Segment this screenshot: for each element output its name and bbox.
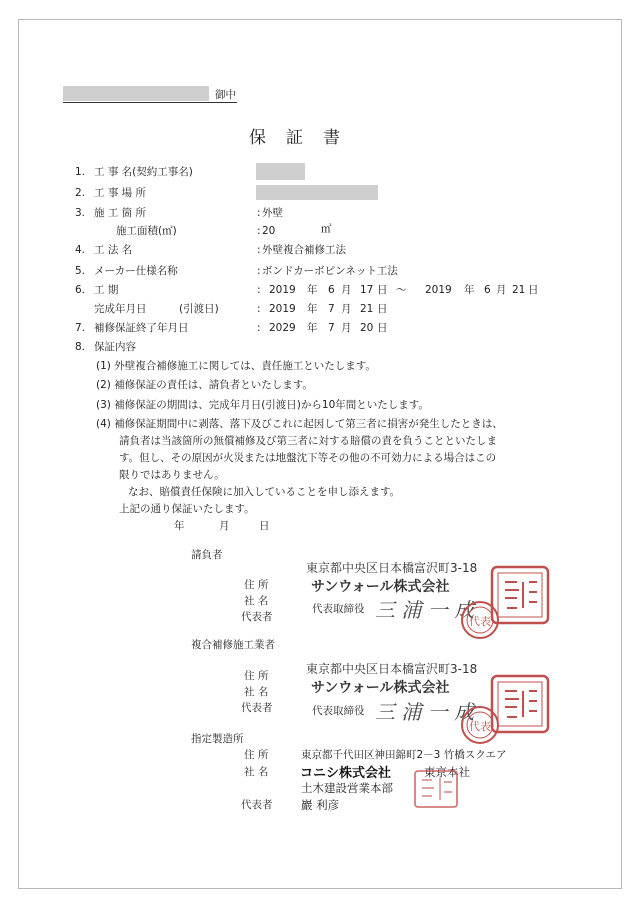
addressee-suffix: 御中 bbox=[215, 89, 236, 101]
redacted-project-location bbox=[256, 185, 378, 200]
contractor-rep-title: 代表取締役 bbox=[312, 603, 365, 615]
item-6-end-day: 21 bbox=[512, 284, 526, 296]
item-6-label: 工 期 bbox=[94, 284, 119, 296]
item-7-day-char: 日 bbox=[377, 322, 388, 334]
item-6b-colon: : bbox=[257, 303, 261, 315]
repair-contractor-address: 東京都中央区日本橋富沢町3-18 bbox=[306, 662, 478, 676]
item-3b-colon: : bbox=[257, 225, 261, 237]
item-5-num: 5. bbox=[75, 265, 86, 277]
item-1-num: 1. bbox=[75, 166, 86, 178]
manufacturer-company-seal bbox=[412, 768, 460, 810]
item-6-end-year-char: 年 bbox=[464, 284, 475, 296]
redacted-addressee bbox=[63, 86, 209, 101]
repair-contractor-role: 複合補修施工業者 bbox=[191, 639, 275, 651]
contractor-company-label: 社 名 bbox=[244, 595, 269, 607]
item-6-end-day-char: 日 bbox=[528, 284, 539, 296]
item-7-month-char: 月 bbox=[341, 322, 352, 334]
addressee-underline bbox=[63, 102, 237, 103]
warranty-paragraph-4-line-1: (4) 補修保証期間中に剥落、落下及びこれに起因して第三者に損害が発生したときは、 bbox=[96, 418, 503, 430]
svg-text:代表: 代表 bbox=[469, 615, 491, 628]
repair-contractor-representative-seal bbox=[459, 704, 501, 746]
item-6-num: 6. bbox=[75, 284, 86, 296]
item-5-colon: : bbox=[257, 265, 261, 277]
item-6-start-month: 6 bbox=[328, 284, 335, 296]
warranty-paragraph-3: (3) 補修保証の期間は、完成年月日(引渡日)から10年間といたします。 bbox=[96, 399, 429, 411]
contractor-company: サンウォール株式会社 bbox=[311, 579, 450, 595]
contractor-representative-seal bbox=[459, 599, 501, 641]
item-6b-year-char: 年 bbox=[307, 303, 318, 315]
item-8-num: 8. bbox=[75, 341, 86, 353]
warranty-paragraph-4-line-4: 限りではありません。 bbox=[119, 469, 225, 481]
item-7-label: 補修保証終了年月日 bbox=[94, 322, 189, 334]
item-3-value: 外壁 bbox=[262, 207, 283, 219]
date-nen: 年 bbox=[174, 520, 185, 532]
warranty-paragraph-2: (2) 補修保証の責任は、請負者といたします。 bbox=[96, 379, 313, 391]
date-hi: 日 bbox=[259, 520, 270, 532]
item-6b-label2: (引渡日) bbox=[179, 303, 219, 315]
document-title: 保 証 書 bbox=[249, 128, 340, 148]
manufacturer-representative-label: 代表者 bbox=[241, 799, 273, 811]
item-6-tilde: 〜 bbox=[396, 284, 407, 296]
contractor-representative-label: 代表者 bbox=[241, 611, 273, 623]
repair-contractor-representative-label: 代表者 bbox=[241, 702, 273, 714]
contractor-rep-signature: 三 浦 一 成 bbox=[375, 598, 475, 622]
item-6b-day-char: 日 bbox=[377, 303, 388, 315]
item-7-year: 2029 bbox=[269, 322, 296, 334]
item-6-end-month-char: 月 bbox=[496, 284, 507, 296]
manufacturer-branch: 東京本社 bbox=[424, 765, 470, 779]
item-3-colon: : bbox=[257, 207, 261, 219]
repair-contractor-rep-signature: 三 浦 一 成 bbox=[375, 700, 475, 724]
item-3b-unit: ㎡ bbox=[321, 223, 332, 235]
manufacturer-company-label: 社 名 bbox=[244, 766, 269, 778]
document-page bbox=[18, 19, 622, 889]
item-6-end-month: 6 bbox=[484, 284, 491, 296]
item-6b-month-char: 月 bbox=[341, 303, 352, 315]
item-2-num: 2. bbox=[75, 187, 86, 199]
item-3-num: 3. bbox=[75, 207, 86, 219]
item-6b-month: 7 bbox=[328, 303, 335, 315]
item-6b-label: 完成年月日 bbox=[94, 303, 147, 315]
item-5-label: メーカー仕様名称 bbox=[94, 265, 178, 277]
item-6-start-day: 17 bbox=[360, 284, 374, 296]
item-2-label: 工 事 場 所 bbox=[94, 187, 147, 199]
warranty-paragraph-4-line-2: 請負者は当該箇所の無償補修及び第三者に対する賠償の責を負うことといたしま bbox=[119, 435, 497, 447]
item-4-label: 工 法 名 bbox=[94, 244, 133, 256]
item-5-value: ボンドカーボピンネット工法 bbox=[262, 265, 398, 277]
item-4-colon: : bbox=[257, 244, 261, 256]
item-6-day-char: 日 bbox=[377, 284, 388, 296]
item-7-day: 20 bbox=[360, 322, 374, 334]
warranty-paragraph-4-line-3: す。但し、その原因が火災または地盤沈下等その他の不可効力による場合はこの bbox=[119, 452, 497, 464]
date-tsuki: 月 bbox=[219, 520, 230, 532]
item-1-label: 工 事 名(契約工事名) bbox=[94, 166, 193, 178]
item-6b-year: 2019 bbox=[269, 303, 296, 315]
contractor-address: 東京都中央区日本橋富沢町3-18 bbox=[306, 561, 478, 575]
manufacturer-address-label: 住 所 bbox=[244, 749, 269, 761]
repair-contractor-address-label: 住 所 bbox=[244, 670, 269, 682]
item-3b-value: 20 bbox=[262, 225, 276, 237]
item-3b-label: 施工面積(㎡) bbox=[116, 225, 177, 237]
manufacturer-department: 土木建設営業本部 bbox=[301, 781, 393, 795]
item-6-month-char: 月 bbox=[341, 284, 352, 296]
item-7-num: 7. bbox=[75, 322, 86, 334]
repair-contractor-rep-title: 代表取締役 bbox=[312, 705, 365, 717]
item-4-value: 外壁複合補修工法 bbox=[262, 244, 346, 256]
item-7-colon: : bbox=[257, 322, 261, 334]
manufacturer-address: 東京都千代田区神田錦町2－3 竹橋スクエア bbox=[301, 749, 507, 761]
item-7-month: 7 bbox=[328, 322, 335, 334]
repair-contractor-company: サンウォール株式会社 bbox=[311, 680, 450, 696]
item-6b-day: 21 bbox=[360, 303, 374, 315]
manufacturer-representative: 巖 利彦 bbox=[301, 798, 340, 812]
item-6-start-year: 2019 bbox=[269, 284, 296, 296]
closing-statement: 上記の通り保証いたします。 bbox=[119, 503, 255, 515]
repair-contractor-company-label: 社 名 bbox=[244, 686, 269, 698]
item-8-label: 保証内容 bbox=[94, 341, 136, 353]
item-7-year-char: 年 bbox=[307, 322, 318, 334]
contractor-address-label: 住 所 bbox=[244, 579, 269, 591]
redacted-project-name bbox=[256, 163, 305, 180]
contractor-role: 請負者 bbox=[191, 549, 223, 561]
manufacturer-company-logo: コニシ株式会社 bbox=[300, 766, 392, 781]
manufacturer-role: 指定製造所 bbox=[191, 733, 244, 745]
warranty-paragraph-1: (1) 外壁複合補修施工に関しては、責任施工といたします。 bbox=[96, 360, 376, 372]
item-3-label: 施 工 箇 所 bbox=[94, 207, 147, 219]
item-6-year-char: 年 bbox=[307, 284, 318, 296]
item-4-num: 4. bbox=[75, 244, 86, 256]
insurance-note: なお、賠償責任保険に加入していることを申し添えます。 bbox=[128, 486, 401, 498]
svg-text:代表: 代表 bbox=[469, 720, 491, 733]
item-6-end-year: 2019 bbox=[425, 284, 452, 296]
item-6-colon: : bbox=[257, 284, 261, 296]
